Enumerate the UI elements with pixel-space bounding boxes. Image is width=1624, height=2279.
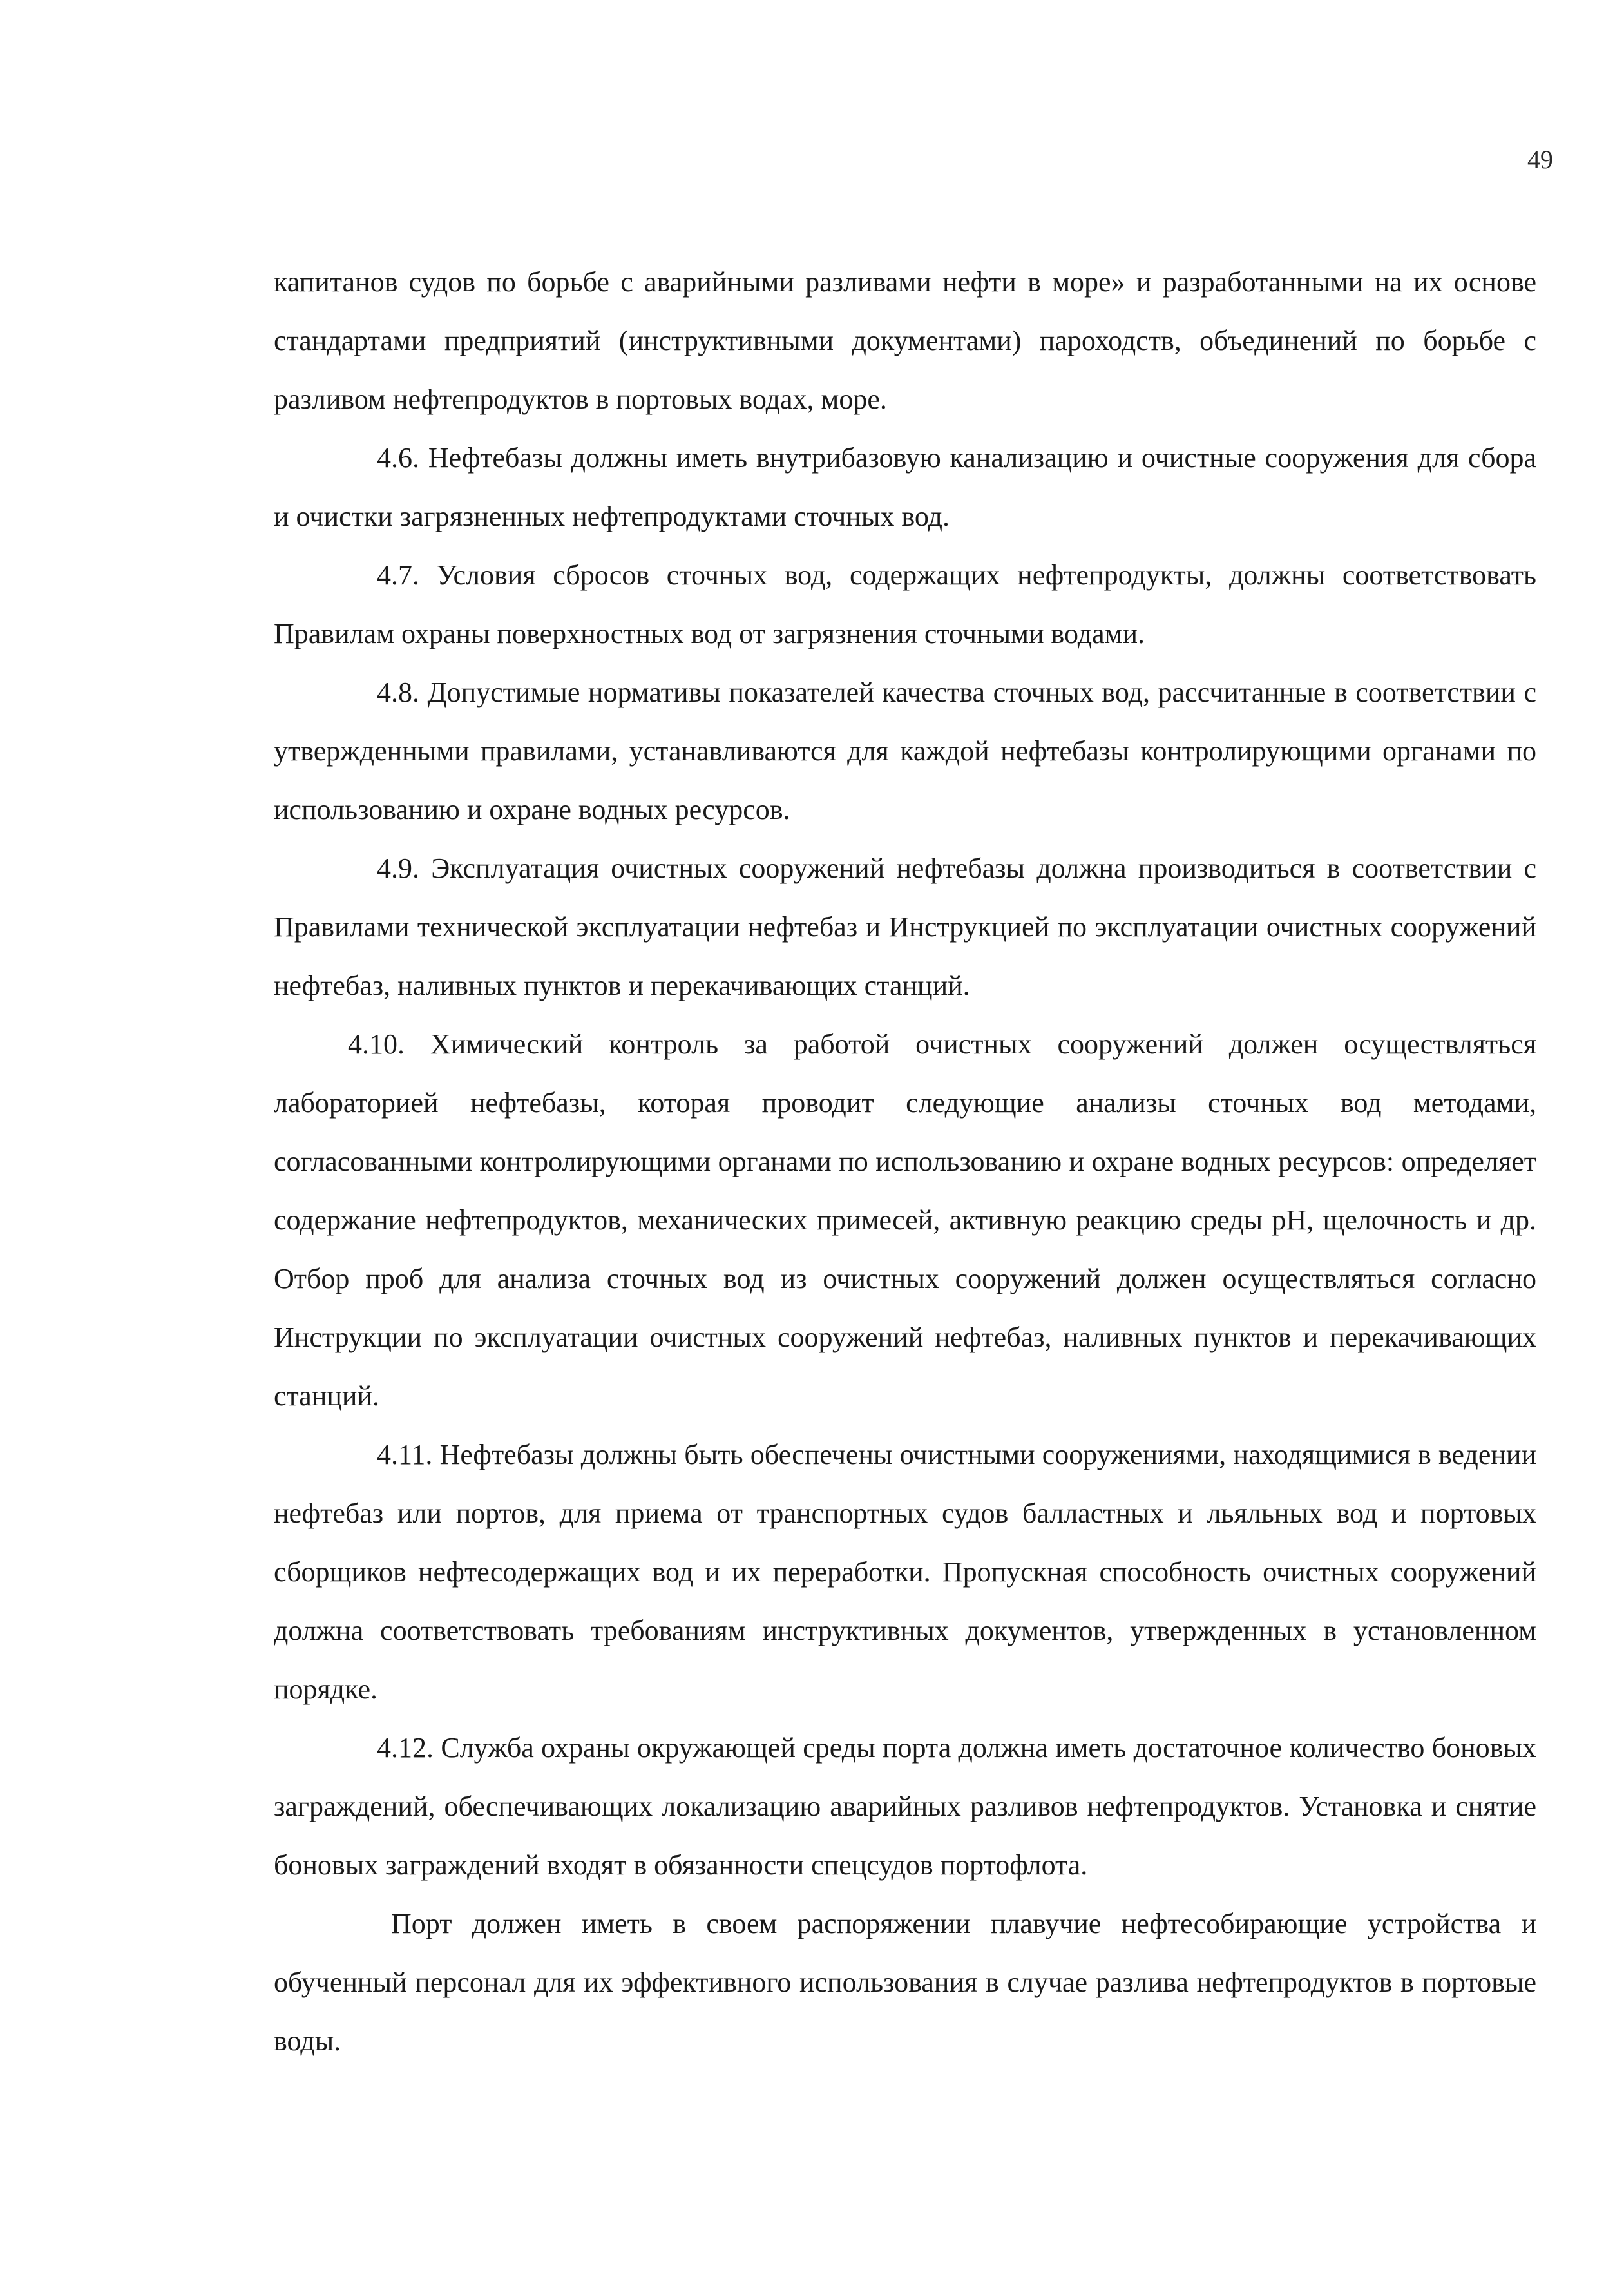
page-number: 49 [1527, 145, 1553, 174]
body-text [274, 253, 1536, 2070]
paragraph-4-12: 4.12. Служба охраны окружающей среды порта должна иметь достаточное количество боновых заграждений, обеспечивающих локализацию аварийных разливов нефтепродуктов. Установка и снятие боновых заграждений входят в обязанности спецсудов портофлота. [274, 1732, 1536, 1881]
paragraph-port-equipment: Порт должен иметь в своем распоряжении плавучие нефтесобирающие устройства и обученный персонал для их эффективного использования в случае разлива нефтепродуктов в портовые воды. [274, 1908, 1536, 2057]
paragraph-4-11: 4.11. Нефтебазы должны быть обеспечены очистными сооружениями, находящимися в ведении нефтебаз или портов, для приема от транспортных судов балластных и льяльных вод и портовых сборщиков нефтесодержащих вод и их переработки. Пропускная способность очистных сооружений должна соответствовать требованиям инструктивных документов, утвержденных в установленном порядке. [274, 1439, 1536, 1705]
paragraph-4-9: 4.9. Эксплуатация очистных сооружений нефтебазы должна производиться в соответствии с Правилами технической эксплуатации нефтебаз и Инструкцией по эксплуатации очистных сооружений нефтебаз, наливных пунктов и перекачивающих станций. [274, 852, 1536, 1001]
paragraph-4-6: 4.6. Нефтебазы должны иметь внутрибазовую канализацию и очистные сооружения для сбора и очистки загрязненных нефтепродуктами сточных вод. [274, 442, 1536, 532]
paragraph-4-7: 4.7. Условия сбросов сточных вод, содержащих нефтепродукты, должны соответствовать Правилам охраны поверхностных вод от загрязнения сточными водами. [274, 559, 1536, 649]
paragraph-4-8: 4.8. Допустимые нормативы показателей качества сточных вод, рассчитанные в соответствии с утвержденными правилами, устанавливаются для каждой нефтебазы контролирующими органами по использованию и охране водных ресурсов. [274, 677, 1536, 825]
paragraph-4-10: 4.10. Химический контроль за работой очистных сооружений должен осуществляться лабораторией нефтебазы, которая проводит следующие анализы сточных вод методами, согласованными контролирующими органами по использованию и охране водных ресурсов: определяет содержание нефтепродуктов, механических примесей, активную реакцию среды рН, щелочность и др. Отбор проб для анализа сточных вод из очистных сооружений должен осуществляться согласно Инструкции по эксплуатации очистных сооружений нефтебаз, наливных пунктов и перекачивающих станций. [274, 1028, 1536, 1412]
paragraph-continuation: капитанов судов по борьбе с аварийными разливами нефти в море» и разработанными на их основе стандартами предприятий (инструктивными документами) пароходств, объединений по борьбе с разливом нефтепродуктов в портовых водах, море. [274, 266, 1536, 415]
